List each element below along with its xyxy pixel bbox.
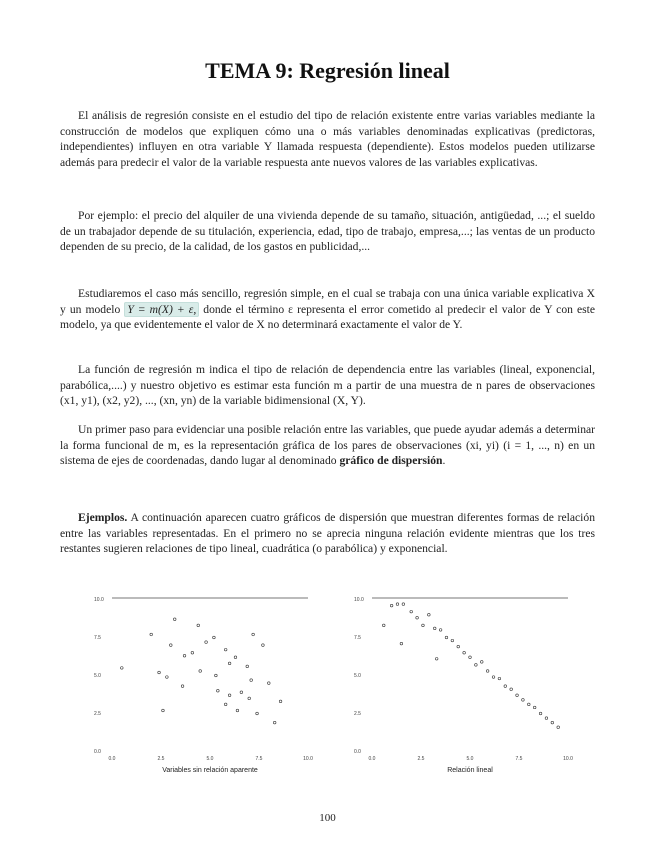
y-tick-label: 7.5 bbox=[94, 635, 101, 641]
data-point bbox=[396, 603, 399, 606]
y-tick-label: 5.0 bbox=[354, 673, 361, 679]
x-tick-label: 7.5 bbox=[255, 756, 263, 762]
data-point bbox=[557, 726, 560, 729]
x-tick-label: 2.5 bbox=[157, 756, 165, 762]
data-point bbox=[516, 694, 519, 697]
y-tick-label: 2.5 bbox=[94, 711, 101, 717]
data-point bbox=[528, 703, 531, 706]
x-axis-label: Relación lineal bbox=[447, 767, 493, 774]
paragraph-regression-function bbox=[60, 362, 595, 409]
data-point bbox=[410, 610, 413, 613]
page-number: 100 bbox=[319, 812, 336, 824]
data-point bbox=[435, 658, 438, 661]
data-point bbox=[256, 712, 259, 715]
page-title: TEMA 9: Regresión lineal bbox=[205, 58, 450, 83]
data-point bbox=[522, 699, 525, 702]
data-point bbox=[217, 689, 220, 692]
scatter-chart-no-relation bbox=[90, 590, 320, 780]
paragraph-intro-text: El análisis de regresión consiste en el estudio del tipo de relación existente entre varias variables mediante la construcción de modelos que expliquen cómo una o más variables denominadas explicativas (predictoras, independientes) influyen en otra variable Y llamada respuesta (dependiente). Estos modelos pueden utilizarse además para predecir el valor de la variable respuesta ante nuevos valores de las variables explicativas. bbox=[60, 109, 595, 169]
data-point bbox=[197, 624, 200, 627]
data-point bbox=[228, 694, 231, 697]
model-formula-highlight[interactable]: Y = m(X) + ε, bbox=[124, 302, 199, 317]
data-point bbox=[445, 636, 448, 639]
paragraph-examples-text: A continuación aparecen cuatro gráficos de dispersión que muestran diferentes formas de relación entre las variables representadas. En el primero no se aprecia ninguna relación evidente mientras que los tres restantes sugieren relaciones de tipo lineal, cuadrática (o parabólica) y exponencial. bbox=[60, 511, 596, 556]
data-point bbox=[457, 645, 460, 648]
data-point bbox=[252, 633, 255, 636]
data-point bbox=[224, 703, 227, 706]
data-point bbox=[166, 676, 169, 679]
data-point bbox=[504, 685, 507, 688]
data-point bbox=[236, 709, 239, 712]
data-point bbox=[475, 664, 478, 667]
data-point bbox=[213, 636, 216, 639]
data-point bbox=[498, 677, 501, 680]
x-tick-label: 2.5 bbox=[417, 756, 425, 762]
paragraph-simple-regression-text-b: donde el término ε representa el error cometido al predecir el valor de Y con este modelo, ya que evidentemente el valor de X no determinará exactamente el valor de Y. bbox=[60, 302, 595, 332]
data-point bbox=[539, 712, 542, 715]
data-point bbox=[486, 670, 489, 673]
data-point bbox=[181, 685, 184, 688]
y-tick-label: 10.0 bbox=[354, 597, 364, 603]
paragraph-regression-function-text: La función de regresión m indica el tipo de relación de dependencia entre las variables (lineal, exponencial, parabólica,....) y nuestro objetivo es estimar esta función m a partir de una muestra de n pares de observaciones (x1, y1), (x2, y2), ..., (xn, yn) de la variable bidimensional (X, Y). bbox=[60, 363, 595, 408]
data-point bbox=[382, 624, 385, 627]
data-point bbox=[170, 644, 173, 647]
data-point bbox=[183, 654, 186, 657]
x-tick-label: 0.0 bbox=[368, 756, 376, 762]
data-point bbox=[228, 662, 231, 665]
x-tick-label: 10.0 bbox=[563, 756, 573, 762]
examples-label: Ejemplos. bbox=[78, 511, 128, 524]
scatter-charts bbox=[90, 590, 590, 780]
data-point bbox=[121, 667, 124, 670]
data-point bbox=[492, 676, 495, 679]
data-point bbox=[205, 641, 208, 644]
data-point bbox=[273, 721, 276, 724]
data-point bbox=[533, 706, 536, 709]
data-point bbox=[262, 644, 265, 647]
data-point bbox=[191, 651, 194, 654]
data-point bbox=[416, 616, 419, 619]
data-point bbox=[158, 671, 161, 674]
y-tick-label: 0.0 bbox=[94, 749, 101, 755]
data-point bbox=[199, 670, 202, 673]
paragraph-examples-intro bbox=[60, 208, 595, 255]
data-point bbox=[173, 618, 176, 621]
paragraph-simple-regression-text-a: Estudiaremos el caso más sencillo, regresión simple, en el cual se trabaja con una única variable explicativa X y un modelo bbox=[60, 287, 595, 316]
data-point bbox=[551, 721, 554, 724]
y-tick-label: 2.5 bbox=[354, 711, 361, 717]
x-tick-label: 5.0 bbox=[466, 756, 474, 762]
paragraph-scatter-plot-text-b: . bbox=[442, 454, 446, 468]
x-tick-label: 5.0 bbox=[206, 756, 214, 762]
data-point bbox=[510, 688, 513, 691]
data-point bbox=[422, 624, 425, 627]
data-point bbox=[428, 613, 431, 616]
data-point bbox=[402, 603, 405, 606]
data-point bbox=[390, 604, 393, 607]
data-point bbox=[224, 648, 227, 651]
y-tick-label: 0.0 bbox=[354, 749, 361, 755]
paragraph-scatter-plot bbox=[60, 422, 595, 469]
y-tick-label: 5.0 bbox=[94, 673, 101, 679]
data-point bbox=[150, 633, 153, 636]
scatter-plot-term: gráfico de dispersión bbox=[339, 454, 443, 468]
data-point bbox=[268, 682, 271, 685]
data-point bbox=[234, 656, 237, 659]
x-tick-label: 7.5 bbox=[515, 756, 523, 762]
scatter-chart-linear bbox=[350, 590, 580, 780]
x-axis-label: Variables sin relación aparente bbox=[162, 767, 258, 774]
data-point bbox=[451, 639, 454, 642]
data-point bbox=[248, 697, 251, 700]
data-point bbox=[480, 661, 483, 664]
data-point bbox=[162, 709, 165, 712]
data-point bbox=[545, 717, 548, 720]
data-point bbox=[400, 642, 403, 645]
paragraph-intro bbox=[60, 108, 595, 170]
data-point bbox=[433, 627, 436, 630]
data-point bbox=[215, 674, 218, 677]
y-tick-label: 7.5 bbox=[354, 635, 361, 641]
x-tick-label: 0.0 bbox=[108, 756, 116, 762]
data-point bbox=[246, 665, 249, 668]
x-tick-label: 10.0 bbox=[303, 756, 313, 762]
data-point bbox=[240, 691, 243, 694]
paragraph-examples-intro-text: Por ejemplo: el precio del alquiler de una vivienda depende de su tamaño, situación, antigüedad, ...; el sueldo de un trabajador depende de su titulación, experiencia, edad, tipo de trabajo, empresa,...; las ventas de un producto dependen de su precio, de la calidad, de los gastos en publicidad,... bbox=[60, 209, 595, 254]
data-point bbox=[439, 629, 442, 632]
data-point bbox=[469, 656, 472, 659]
data-point bbox=[250, 679, 253, 682]
y-tick-label: 10.0 bbox=[94, 597, 104, 603]
paragraph-scatter-plot-text-a: Un primer paso para evidenciar una posible relación entre las variables, que puede ayudar además a determinar la forma funcional de m, es la representación gráfica de los pares de observaciones (xi, yi) (i = 1, ..., n) en un sistema de ejes de coordenadas, dando lugar al denominado bbox=[60, 423, 595, 468]
paragraph-simple-regression bbox=[60, 286, 595, 333]
data-point bbox=[463, 651, 466, 654]
paragraph-examples bbox=[60, 510, 595, 557]
data-point bbox=[279, 700, 282, 703]
